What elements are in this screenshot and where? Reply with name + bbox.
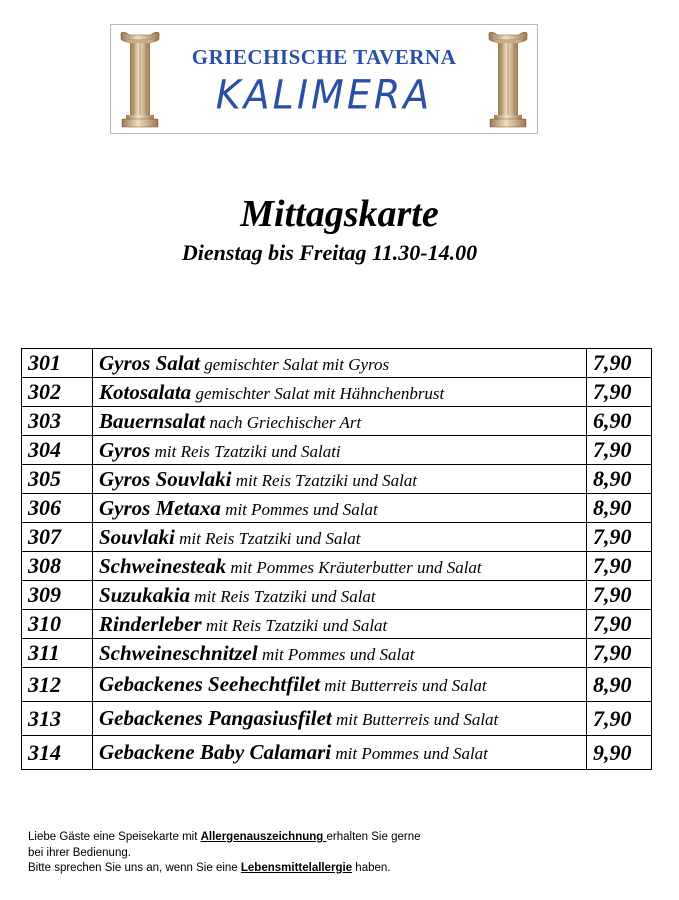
restaurant-logo <box>110 24 538 134</box>
allergy-notice-line-1 <box>28 830 420 846</box>
menu-item-details: mit Reis Tzatziki und Salat <box>201 615 388 635</box>
menu-item-name: Gyros Metaxa <box>99 495 221 520</box>
menu-item-price: 9,90 <box>587 736 652 770</box>
notice-text: erhalten Sie gerne <box>326 831 421 843</box>
menu-item-description <box>93 610 587 639</box>
menu-item-name: Schweinesteak <box>99 553 227 578</box>
menu-item-details: mit Reis Tzatziki und Salat <box>190 586 376 606</box>
opening-hours: Dienstag bis Freitag 11.30-14.00 <box>181 240 478 265</box>
menu-item-price: 8,90 <box>587 668 652 702</box>
menu-item-price: 7,90 <box>587 581 652 610</box>
menu-item-price: 8,90 <box>587 494 652 523</box>
menu-item-number: 305 <box>22 465 93 494</box>
menu-item-details: mit Pommes und Salat <box>257 644 415 664</box>
menu-item-details: mit Pommes Kräuterbutter und Salat <box>226 557 482 577</box>
menu-item-name: Suzukakia <box>99 582 191 607</box>
menu-item-number: 306 <box>22 494 93 523</box>
menu-item-price: 7,90 <box>587 349 652 378</box>
notice-emphasis: Allergenauszeichnung <box>200 831 327 843</box>
menu-item-number: 311 <box>22 639 93 668</box>
menu-item-description <box>93 639 587 668</box>
menu-item-name: Bauernsalat <box>99 408 206 433</box>
menu-item-details: gemischter Salat mit Hähnchenbrust <box>191 383 445 403</box>
menu-item-details: mit Reis Tzatziki und Salat <box>231 470 418 490</box>
menu-item-name: Gyros Souvlaki <box>99 466 232 491</box>
menu-item-price: 8,90 <box>587 465 652 494</box>
menu-item-number: 314 <box>22 736 93 770</box>
menu-item-price: 7,90 <box>587 552 652 581</box>
menu-item-name: Rinderleber <box>99 611 202 636</box>
allergy-notice-line-3 <box>28 861 420 877</box>
menu-item-number: 310 <box>22 610 93 639</box>
menu-row <box>22 494 652 523</box>
menu-item-description <box>93 436 587 465</box>
menu-item-name: Gebackenes Seehechtfilet <box>99 672 321 696</box>
menu-item-details: nach Griechischer Art <box>205 412 362 432</box>
menu-item-description <box>93 407 587 436</box>
menu-item-price: 6,90 <box>587 407 652 436</box>
menu-item-details: mit Reis Tzatziki und Salat <box>174 528 361 548</box>
menu-item-number: 301 <box>22 349 93 378</box>
menu-item-number: 309 <box>22 581 93 610</box>
menu-item-description <box>93 702 587 736</box>
menu-row <box>22 552 652 581</box>
menu-row <box>22 702 652 736</box>
logo-line-taverna: GRIECHISCHE TAVERNA <box>191 45 457 69</box>
menu-item-details: mit Reis Tzatziki und Salati <box>150 441 341 461</box>
menu-row <box>22 378 652 407</box>
notice-text: haben. <box>352 862 391 874</box>
menu-item-details: mit Butterreis und Salat <box>320 676 487 695</box>
menu-row <box>22 581 652 610</box>
menu-item-details: mit Pommes und Salat <box>220 499 378 519</box>
menu-item-description <box>93 736 587 770</box>
menu-item-number: 312 <box>22 668 93 702</box>
logo-line-kalimera: KALIMERA <box>215 71 433 119</box>
menu-item-number: 304 <box>22 436 93 465</box>
menu-item-description <box>93 465 587 494</box>
menu-item-price: 7,90 <box>587 523 652 552</box>
menu-row <box>22 668 652 702</box>
menu-item-name: Gebackenes Pangasiusfilet <box>99 706 332 730</box>
menu-row <box>22 610 652 639</box>
menu-item-details: mit Pommes und Salat <box>331 744 488 763</box>
menu-item-price: 7,90 <box>587 436 652 465</box>
menu-item-name: Schweineschnitzel <box>99 640 258 665</box>
page-title: Mittagskarte <box>240 193 439 235</box>
menu-item-number: 303 <box>22 407 93 436</box>
menu-item-name: Gyros <box>99 437 151 462</box>
menu-item-name: Souvlaki <box>99 524 175 549</box>
menu-item-name: Gebackene Baby Calamari <box>99 740 332 764</box>
menu-item-description <box>93 378 587 407</box>
menu-row <box>22 465 652 494</box>
notice-emphasis: Lebensmittelallergie <box>240 862 353 874</box>
menu-item-price: 7,90 <box>587 702 652 736</box>
menu-item-details: gemischter Salat mit Gyros <box>199 354 390 374</box>
menu-table <box>21 348 652 770</box>
allergy-notice-line-2: bei ihrer Bedienung. <box>28 846 131 859</box>
menu-item-price: 7,90 <box>587 378 652 407</box>
menu-item-number: 307 <box>22 523 93 552</box>
menu-item-price: 7,90 <box>587 610 652 639</box>
menu-item-description <box>93 494 587 523</box>
menu-item-description <box>93 581 587 610</box>
allergy-notice <box>28 830 420 877</box>
menu-item-description <box>93 349 587 378</box>
menu-row <box>22 523 652 552</box>
menu-item-number: 302 <box>22 378 93 407</box>
menu-row <box>22 436 652 465</box>
menu-row <box>22 407 652 436</box>
notice-text: Liebe Gäste eine Speisekarte mit <box>28 831 201 843</box>
menu-item-details: mit Butterreis und Salat <box>331 710 499 729</box>
menu-item-number: 313 <box>22 702 93 736</box>
menu-row <box>22 736 652 770</box>
menu-item-description <box>93 523 587 552</box>
notice-text: Bitte sprechen Sie uns an, wenn Sie eine <box>28 862 241 874</box>
menu-item-description <box>93 552 587 581</box>
menu-item-number: 308 <box>22 552 93 581</box>
menu-item-name: Kotosalata <box>99 379 192 404</box>
menu-item-price: 7,90 <box>587 639 652 668</box>
menu-row <box>22 349 652 378</box>
menu-item-description <box>93 668 587 702</box>
menu-row <box>22 639 652 668</box>
menu-item-name: Gyros Salat <box>99 350 200 375</box>
